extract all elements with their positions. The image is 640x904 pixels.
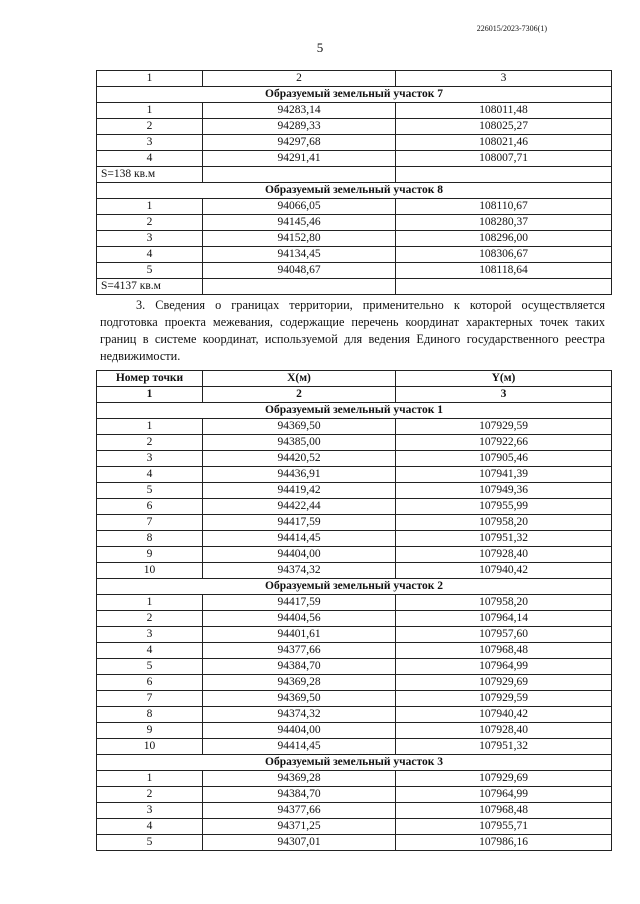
boundary-coordinates-table bbox=[96, 370, 612, 851]
x-coordinate: 94374,32 bbox=[203, 707, 396, 723]
document-number: 226015/2023-7306(1) bbox=[476, 24, 547, 33]
x-coordinate: 94289,33 bbox=[203, 119, 396, 135]
y-coordinate: 108110,67 bbox=[396, 199, 612, 215]
header-y: Y(м) bbox=[396, 371, 612, 387]
x-coordinate: 94419,42 bbox=[203, 483, 396, 499]
table-row bbox=[97, 483, 612, 499]
y-coordinate: 107964,99 bbox=[396, 787, 612, 803]
x-coordinate: 94283,14 bbox=[203, 103, 396, 119]
point-number: 2 bbox=[97, 435, 203, 451]
point-number: 2 bbox=[97, 215, 203, 231]
header-x: X(м) bbox=[203, 371, 396, 387]
empty-cell bbox=[396, 279, 612, 295]
y-coordinate: 107922,66 bbox=[396, 435, 612, 451]
y-coordinate: 107949,36 bbox=[396, 483, 612, 499]
table-row bbox=[97, 499, 612, 515]
table-row bbox=[97, 563, 612, 579]
table-row bbox=[97, 435, 612, 451]
point-number: 5 bbox=[97, 263, 203, 279]
table-row bbox=[97, 627, 612, 643]
point-number: 2 bbox=[97, 611, 203, 627]
y-coordinate: 107929,69 bbox=[396, 675, 612, 691]
x-coordinate: 94401,61 bbox=[203, 627, 396, 643]
point-number: 8 bbox=[97, 531, 203, 547]
point-number: 2 bbox=[97, 119, 203, 135]
y-coordinate: 107929,69 bbox=[396, 771, 612, 787]
x-coordinate: 94384,70 bbox=[203, 659, 396, 675]
x-coordinate: 94066,05 bbox=[203, 199, 396, 215]
column-number: 3 bbox=[396, 387, 612, 403]
y-coordinate: 108118,64 bbox=[396, 263, 612, 279]
y-coordinate: 107941,39 bbox=[396, 467, 612, 483]
x-coordinate: 94414,45 bbox=[203, 531, 396, 547]
y-coordinate: 107958,20 bbox=[396, 595, 612, 611]
point-number: 5 bbox=[97, 835, 203, 851]
y-coordinate: 107951,32 bbox=[396, 531, 612, 547]
empty-cell bbox=[203, 279, 396, 295]
point-number: 4 bbox=[97, 467, 203, 483]
point-number: 4 bbox=[97, 151, 203, 167]
header-row bbox=[97, 371, 612, 387]
empty-cell bbox=[396, 167, 612, 183]
point-number: 1 bbox=[97, 595, 203, 611]
area-row bbox=[97, 279, 612, 295]
x-coordinate: 94404,00 bbox=[203, 547, 396, 563]
paragraph-text: 3. Сведения о границах территории, применительно к которой осуществляется подготовка проекта межевания, содержащие перечень координат характерных точек таких границ в системе координат, используемой для ведения Единого государственного реестра недвижимости. bbox=[100, 298, 605, 363]
section-title-plot-3: Образуемый земельный участок 3 bbox=[97, 755, 612, 771]
y-coordinate: 108021,46 bbox=[396, 135, 612, 151]
point-number: 3 bbox=[97, 451, 203, 467]
point-number: 3 bbox=[97, 627, 203, 643]
section-row bbox=[97, 579, 612, 595]
table-row bbox=[97, 723, 612, 739]
x-coordinate: 94374,32 bbox=[203, 563, 396, 579]
table-row bbox=[97, 819, 612, 835]
x-coordinate: 94384,70 bbox=[203, 787, 396, 803]
x-coordinate: 94152,80 bbox=[203, 231, 396, 247]
y-coordinate: 108296,00 bbox=[396, 231, 612, 247]
table-row bbox=[97, 515, 612, 531]
point-number: 10 bbox=[97, 739, 203, 755]
table-row bbox=[97, 531, 612, 547]
x-coordinate: 94134,45 bbox=[203, 247, 396, 263]
y-coordinate: 107964,99 bbox=[396, 659, 612, 675]
x-coordinate: 94417,59 bbox=[203, 515, 396, 531]
x-coordinate: 94307,01 bbox=[203, 835, 396, 851]
column-number: 2 bbox=[203, 387, 396, 403]
section-title-plot-2: Образуемый земельный участок 2 bbox=[97, 579, 612, 595]
point-number: 4 bbox=[97, 247, 203, 263]
x-coordinate: 94145,46 bbox=[203, 215, 396, 231]
table-row bbox=[97, 787, 612, 803]
coordinates-table-continued bbox=[96, 70, 612, 295]
x-coordinate: 94369,50 bbox=[203, 419, 396, 435]
x-coordinate: 94417,59 bbox=[203, 595, 396, 611]
y-coordinate: 107968,48 bbox=[396, 803, 612, 819]
y-coordinate: 107905,46 bbox=[396, 451, 612, 467]
y-coordinate: 107957,60 bbox=[396, 627, 612, 643]
x-coordinate: 94420,52 bbox=[203, 451, 396, 467]
point-number: 9 bbox=[97, 547, 203, 563]
column-number-row bbox=[97, 71, 612, 87]
column-number-row bbox=[97, 387, 612, 403]
point-number: 4 bbox=[97, 819, 203, 835]
point-number: 9 bbox=[97, 723, 203, 739]
table-row bbox=[97, 771, 612, 787]
area-row bbox=[97, 167, 612, 183]
point-number: 5 bbox=[97, 659, 203, 675]
table-row bbox=[97, 595, 612, 611]
y-coordinate: 108306,67 bbox=[396, 247, 612, 263]
y-coordinate: 107940,42 bbox=[396, 707, 612, 723]
x-coordinate: 94371,25 bbox=[203, 819, 396, 835]
table-row bbox=[97, 835, 612, 851]
section-row bbox=[97, 403, 612, 419]
x-coordinate: 94414,45 bbox=[203, 739, 396, 755]
table-row bbox=[97, 199, 612, 215]
y-coordinate: 107929,59 bbox=[396, 691, 612, 707]
x-coordinate: 94048,67 bbox=[203, 263, 396, 279]
y-coordinate: 108007,71 bbox=[396, 151, 612, 167]
area-plot-8: S=4137 кв.м bbox=[97, 279, 203, 295]
point-number: 6 bbox=[97, 675, 203, 691]
table-row bbox=[97, 611, 612, 627]
section-row bbox=[97, 755, 612, 771]
column-number: 1 bbox=[97, 71, 203, 87]
point-number: 1 bbox=[97, 199, 203, 215]
area-plot-7: S=138 кв.м bbox=[97, 167, 203, 183]
section-title-plot-7: Образуемый земельный участок 7 bbox=[97, 87, 612, 103]
table-row bbox=[97, 263, 612, 279]
table-row bbox=[97, 467, 612, 483]
x-coordinate: 94422,44 bbox=[203, 499, 396, 515]
point-number: 5 bbox=[97, 483, 203, 499]
table-row bbox=[97, 151, 612, 167]
table-row bbox=[97, 419, 612, 435]
table-row bbox=[97, 451, 612, 467]
y-coordinate: 107964,14 bbox=[396, 611, 612, 627]
x-coordinate: 94369,50 bbox=[203, 691, 396, 707]
table-row bbox=[97, 135, 612, 151]
column-number: 3 bbox=[396, 71, 612, 87]
table-row bbox=[97, 231, 612, 247]
y-coordinate: 107951,32 bbox=[396, 739, 612, 755]
x-coordinate: 94369,28 bbox=[203, 675, 396, 691]
table-row bbox=[97, 547, 612, 563]
x-coordinate: 94297,68 bbox=[203, 135, 396, 151]
table-row bbox=[97, 103, 612, 119]
column-number: 1 bbox=[97, 387, 203, 403]
x-coordinate: 94377,66 bbox=[203, 643, 396, 659]
table-row bbox=[97, 691, 612, 707]
y-coordinate: 107986,16 bbox=[396, 835, 612, 851]
point-number: 7 bbox=[97, 515, 203, 531]
y-coordinate: 107928,40 bbox=[396, 547, 612, 563]
table-row bbox=[97, 659, 612, 675]
table-row bbox=[97, 643, 612, 659]
x-coordinate: 94385,00 bbox=[203, 435, 396, 451]
point-number: 1 bbox=[97, 771, 203, 787]
y-coordinate: 107968,48 bbox=[396, 643, 612, 659]
section-row bbox=[97, 87, 612, 103]
x-coordinate: 94369,28 bbox=[203, 771, 396, 787]
y-coordinate: 107955,99 bbox=[396, 499, 612, 515]
y-coordinate: 108025,27 bbox=[396, 119, 612, 135]
point-number: 10 bbox=[97, 563, 203, 579]
page-number: 5 bbox=[316, 40, 324, 55]
y-coordinate: 108280,37 bbox=[396, 215, 612, 231]
table-row bbox=[97, 247, 612, 263]
point-number: 1 bbox=[97, 419, 203, 435]
table-row bbox=[97, 739, 612, 755]
x-coordinate: 94436,91 bbox=[203, 467, 396, 483]
section-row bbox=[97, 183, 612, 199]
table-row bbox=[97, 215, 612, 231]
point-number: 3 bbox=[97, 803, 203, 819]
y-coordinate: 107928,40 bbox=[396, 723, 612, 739]
point-number: 6 bbox=[97, 499, 203, 515]
x-coordinate: 94377,66 bbox=[203, 803, 396, 819]
point-number: 8 bbox=[97, 707, 203, 723]
x-coordinate: 94291,41 bbox=[203, 151, 396, 167]
point-number: 3 bbox=[97, 231, 203, 247]
table-row bbox=[97, 119, 612, 135]
point-number: 2 bbox=[97, 787, 203, 803]
point-number: 4 bbox=[97, 643, 203, 659]
x-coordinate: 94404,56 bbox=[203, 611, 396, 627]
column-number: 2 bbox=[203, 71, 396, 87]
y-coordinate: 107958,20 bbox=[396, 515, 612, 531]
x-coordinate: 94404,00 bbox=[203, 723, 396, 739]
y-coordinate: 107929,59 bbox=[396, 419, 612, 435]
section-title-plot-8: Образуемый земельный участок 8 bbox=[97, 183, 612, 199]
boundary-info-paragraph bbox=[100, 297, 605, 365]
empty-cell bbox=[203, 167, 396, 183]
point-number: 3 bbox=[97, 135, 203, 151]
y-coordinate: 107940,42 bbox=[396, 563, 612, 579]
table-row bbox=[97, 675, 612, 691]
section-title-plot-1: Образуемый земельный участок 1 bbox=[97, 403, 612, 419]
header-point-number: Номер точки bbox=[97, 371, 203, 387]
y-coordinate: 108011,48 bbox=[396, 103, 612, 119]
point-number: 7 bbox=[97, 691, 203, 707]
point-number: 1 bbox=[97, 103, 203, 119]
y-coordinate: 107955,71 bbox=[396, 819, 612, 835]
table-row bbox=[97, 707, 612, 723]
table-row bbox=[97, 803, 612, 819]
